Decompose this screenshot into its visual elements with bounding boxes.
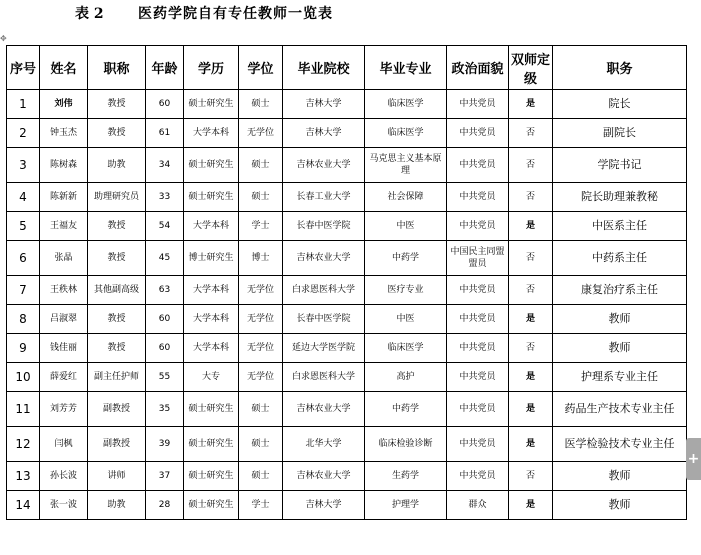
cell-name: 孙长波 bbox=[40, 462, 88, 491]
cell-dual-teacher: 是 bbox=[509, 90, 553, 119]
cell-title: 教授 bbox=[88, 305, 146, 334]
cell-position: 中医系主任 bbox=[553, 212, 687, 241]
cell-seq: 11 bbox=[7, 392, 40, 427]
cell-name: 刘伟 bbox=[40, 90, 88, 119]
cell-politics: 中共党员 bbox=[447, 334, 509, 363]
table-row bbox=[7, 392, 687, 427]
cell-title: 讲师 bbox=[88, 462, 146, 491]
cell-name: 张一波 bbox=[40, 491, 88, 520]
cell-age: 60 bbox=[146, 334, 184, 363]
cell-major: 医疗专业 bbox=[365, 276, 447, 305]
cell-dual-teacher: 否 bbox=[509, 334, 553, 363]
cell-politics: 中共党员 bbox=[447, 119, 509, 148]
cell-dual-teacher: 否 bbox=[509, 148, 553, 183]
table-row bbox=[7, 148, 687, 183]
cell-school: 长春中医学院 bbox=[283, 305, 365, 334]
cell-name: 陈树森 bbox=[40, 148, 88, 183]
cell-title: 助教 bbox=[88, 148, 146, 183]
cell-dual-teacher: 否 bbox=[509, 183, 553, 212]
cell-age: 54 bbox=[146, 212, 184, 241]
cell-position: 药品生产技术专业主任 bbox=[553, 392, 687, 427]
cell-degree: 硕士 bbox=[239, 148, 283, 183]
cell-dual-teacher: 否 bbox=[509, 462, 553, 491]
cell-degree: 硕士 bbox=[239, 183, 283, 212]
cell-dual-teacher: 是 bbox=[509, 491, 553, 520]
cell-major: 马克思主义基本原理 bbox=[365, 148, 447, 183]
table-row bbox=[7, 363, 687, 392]
cell-dual-teacher: 否 bbox=[509, 276, 553, 305]
header-title: 职称 bbox=[88, 46, 146, 90]
cell-major: 护理学 bbox=[365, 491, 447, 520]
cell-politics: 中共党员 bbox=[447, 183, 509, 212]
cell-school: 吉林大学 bbox=[283, 491, 365, 520]
table-row bbox=[7, 427, 687, 462]
cell-education: 博士研究生 bbox=[184, 241, 239, 276]
table-row bbox=[7, 241, 687, 276]
cell-seq: 3 bbox=[7, 148, 40, 183]
cell-school: 北华大学 bbox=[283, 427, 365, 462]
table-row bbox=[7, 305, 687, 334]
cell-major: 临床医学 bbox=[365, 119, 447, 148]
cell-seq: 5 bbox=[7, 212, 40, 241]
cell-school: 白求恩医科大学 bbox=[283, 363, 365, 392]
expand-button[interactable]: + bbox=[686, 438, 701, 480]
cell-age: 39 bbox=[146, 427, 184, 462]
cell-position: 中药系主任 bbox=[553, 241, 687, 276]
cell-title: 教授 bbox=[88, 90, 146, 119]
cell-age: 37 bbox=[146, 462, 184, 491]
cell-seq: 9 bbox=[7, 334, 40, 363]
cell-title: 副教授 bbox=[88, 427, 146, 462]
cell-politics: 中共党员 bbox=[447, 90, 509, 119]
table-number: 表 2 bbox=[75, 6, 104, 22]
cell-politics: 中共党员 bbox=[447, 363, 509, 392]
table-row bbox=[7, 462, 687, 491]
cell-age: 63 bbox=[146, 276, 184, 305]
cell-dual-teacher: 是 bbox=[509, 212, 553, 241]
cell-education: 硕士研究生 bbox=[184, 427, 239, 462]
cell-position: 院长 bbox=[553, 90, 687, 119]
cell-degree: 无学位 bbox=[239, 276, 283, 305]
cell-name: 钟玉杰 bbox=[40, 119, 88, 148]
cell-degree: 无学位 bbox=[239, 119, 283, 148]
table-row bbox=[7, 90, 687, 119]
cell-title: 教授 bbox=[88, 212, 146, 241]
cell-education: 大专 bbox=[184, 363, 239, 392]
header-major: 毕业专业 bbox=[365, 46, 447, 90]
cell-age: 28 bbox=[146, 491, 184, 520]
cell-position: 教师 bbox=[553, 491, 687, 520]
cell-education: 硕士研究生 bbox=[184, 90, 239, 119]
cell-title: 助教 bbox=[88, 491, 146, 520]
cell-title: 副教授 bbox=[88, 392, 146, 427]
cell-position: 医学检验技术专业主任 bbox=[553, 427, 687, 462]
cell-dual-teacher: 否 bbox=[509, 119, 553, 148]
cell-seq: 10 bbox=[7, 363, 40, 392]
cell-age: 61 bbox=[146, 119, 184, 148]
cell-politics: 中共党员 bbox=[447, 392, 509, 427]
cell-seq: 8 bbox=[7, 305, 40, 334]
header-degree: 学位 bbox=[239, 46, 283, 90]
cell-major: 中药学 bbox=[365, 241, 447, 276]
header-age: 年龄 bbox=[146, 46, 184, 90]
cell-position: 教师 bbox=[553, 334, 687, 363]
cell-name: 钱佳丽 bbox=[40, 334, 88, 363]
cell-major: 临床检验诊断 bbox=[365, 427, 447, 462]
cell-age: 45 bbox=[146, 241, 184, 276]
header-education: 学历 bbox=[184, 46, 239, 90]
table-row bbox=[7, 119, 687, 148]
cell-age: 60 bbox=[146, 90, 184, 119]
cell-education: 硕士研究生 bbox=[184, 491, 239, 520]
cell-seq: 14 bbox=[7, 491, 40, 520]
cell-age: 60 bbox=[146, 305, 184, 334]
cell-school: 吉林农业大学 bbox=[283, 148, 365, 183]
header-position: 职务 bbox=[553, 46, 687, 90]
cell-name: 薛爱红 bbox=[40, 363, 88, 392]
cell-seq: 7 bbox=[7, 276, 40, 305]
cell-position: 院长助理兼教秘 bbox=[553, 183, 687, 212]
cell-degree: 硕士 bbox=[239, 427, 283, 462]
cell-education: 硕士研究生 bbox=[184, 392, 239, 427]
cell-major: 临床医学 bbox=[365, 334, 447, 363]
cell-degree: 博士 bbox=[239, 241, 283, 276]
cell-degree: 硕士 bbox=[239, 90, 283, 119]
header-row bbox=[7, 46, 687, 90]
cell-politics: 中国民主同盟盟员 bbox=[447, 241, 509, 276]
table-move-handle-icon[interactable]: ✥ bbox=[0, 34, 7, 43]
cell-major: 生药学 bbox=[365, 462, 447, 491]
cell-politics: 中共党员 bbox=[447, 427, 509, 462]
cell-education: 硕士研究生 bbox=[184, 183, 239, 212]
cell-major: 临床医学 bbox=[365, 90, 447, 119]
cell-school: 吉林农业大学 bbox=[283, 462, 365, 491]
cell-name: 陈新新 bbox=[40, 183, 88, 212]
table-row bbox=[7, 212, 687, 241]
cell-age: 55 bbox=[146, 363, 184, 392]
cell-degree: 硕士 bbox=[239, 462, 283, 491]
cell-position: 教师 bbox=[553, 305, 687, 334]
cell-politics: 中共党员 bbox=[447, 276, 509, 305]
cell-degree: 无学位 bbox=[239, 334, 283, 363]
cell-school: 吉林农业大学 bbox=[283, 241, 365, 276]
cell-politics: 中共党员 bbox=[447, 212, 509, 241]
cell-title: 教授 bbox=[88, 334, 146, 363]
cell-education: 大学本科 bbox=[184, 305, 239, 334]
cell-school: 长春工业大学 bbox=[283, 183, 365, 212]
table-caption bbox=[0, 3, 701, 23]
cell-school: 吉林大学 bbox=[283, 119, 365, 148]
cell-education: 大学本科 bbox=[184, 276, 239, 305]
table-row bbox=[7, 491, 687, 520]
cell-position: 教师 bbox=[553, 462, 687, 491]
table-row bbox=[7, 276, 687, 305]
cell-dual-teacher: 是 bbox=[509, 427, 553, 462]
cell-major: 高护 bbox=[365, 363, 447, 392]
cell-age: 33 bbox=[146, 183, 184, 212]
cell-title: 助理研究员 bbox=[88, 183, 146, 212]
cell-education: 大学本科 bbox=[184, 212, 239, 241]
cell-name: 王福友 bbox=[40, 212, 88, 241]
cell-degree: 硕士 bbox=[239, 392, 283, 427]
cell-education: 硕士研究生 bbox=[184, 462, 239, 491]
table-title: 医药学院自有专任教师一览表 bbox=[138, 6, 333, 22]
cell-degree: 无学位 bbox=[239, 363, 283, 392]
cell-title: 教授 bbox=[88, 119, 146, 148]
cell-major: 中药学 bbox=[365, 392, 447, 427]
cell-title: 副主任护师 bbox=[88, 363, 146, 392]
table-row bbox=[7, 334, 687, 363]
cell-seq: 2 bbox=[7, 119, 40, 148]
cell-education: 硕士研究生 bbox=[184, 148, 239, 183]
cell-dual-teacher: 否 bbox=[509, 241, 553, 276]
cell-title: 教授 bbox=[88, 241, 146, 276]
cell-seq: 4 bbox=[7, 183, 40, 212]
table-row bbox=[7, 183, 687, 212]
cell-degree: 无学位 bbox=[239, 305, 283, 334]
cell-age: 34 bbox=[146, 148, 184, 183]
cell-position: 康复治疗系主任 bbox=[553, 276, 687, 305]
cell-school: 白求恩医科大学 bbox=[283, 276, 365, 305]
cell-position: 副院长 bbox=[553, 119, 687, 148]
cell-education: 大学本科 bbox=[184, 334, 239, 363]
cell-position: 学院书记 bbox=[553, 148, 687, 183]
cell-age: 35 bbox=[146, 392, 184, 427]
cell-politics: 中共党员 bbox=[447, 148, 509, 183]
cell-politics: 中共党员 bbox=[447, 305, 509, 334]
cell-name: 刘芳芳 bbox=[40, 392, 88, 427]
cell-school: 延边大学医学院 bbox=[283, 334, 365, 363]
cell-school: 长春中医学院 bbox=[283, 212, 365, 241]
cell-degree: 学士 bbox=[239, 212, 283, 241]
cell-name: 闫枫 bbox=[40, 427, 88, 462]
cell-school: 吉林农业大学 bbox=[283, 392, 365, 427]
cell-politics: 群众 bbox=[447, 491, 509, 520]
cell-major: 中医 bbox=[365, 305, 447, 334]
cell-dual-teacher: 是 bbox=[509, 305, 553, 334]
cell-name: 王秩林 bbox=[40, 276, 88, 305]
header-seq: 序号 bbox=[7, 46, 40, 90]
cell-school: 吉林大学 bbox=[283, 90, 365, 119]
cell-seq: 1 bbox=[7, 90, 40, 119]
cell-dual-teacher: 是 bbox=[509, 363, 553, 392]
header-school: 毕业院校 bbox=[283, 46, 365, 90]
teacher-table bbox=[6, 45, 687, 520]
cell-seq: 13 bbox=[7, 462, 40, 491]
cell-dual-teacher: 是 bbox=[509, 392, 553, 427]
header-politics: 政治面貌 bbox=[447, 46, 509, 90]
cell-politics: 中共党员 bbox=[447, 462, 509, 491]
cell-degree: 学士 bbox=[239, 491, 283, 520]
cell-seq: 12 bbox=[7, 427, 40, 462]
cell-education: 大学本科 bbox=[184, 119, 239, 148]
cell-major: 中医 bbox=[365, 212, 447, 241]
cell-position: 护理系专业主任 bbox=[553, 363, 687, 392]
cell-name: 吕淑翠 bbox=[40, 305, 88, 334]
header-name: 姓名 bbox=[40, 46, 88, 90]
header-dual-teacher: 双师定级 bbox=[509, 46, 553, 90]
cell-seq: 6 bbox=[7, 241, 40, 276]
cell-major: 社会保障 bbox=[365, 183, 447, 212]
cell-name: 张晶 bbox=[40, 241, 88, 276]
cell-title: 其他副高级 bbox=[88, 276, 146, 305]
